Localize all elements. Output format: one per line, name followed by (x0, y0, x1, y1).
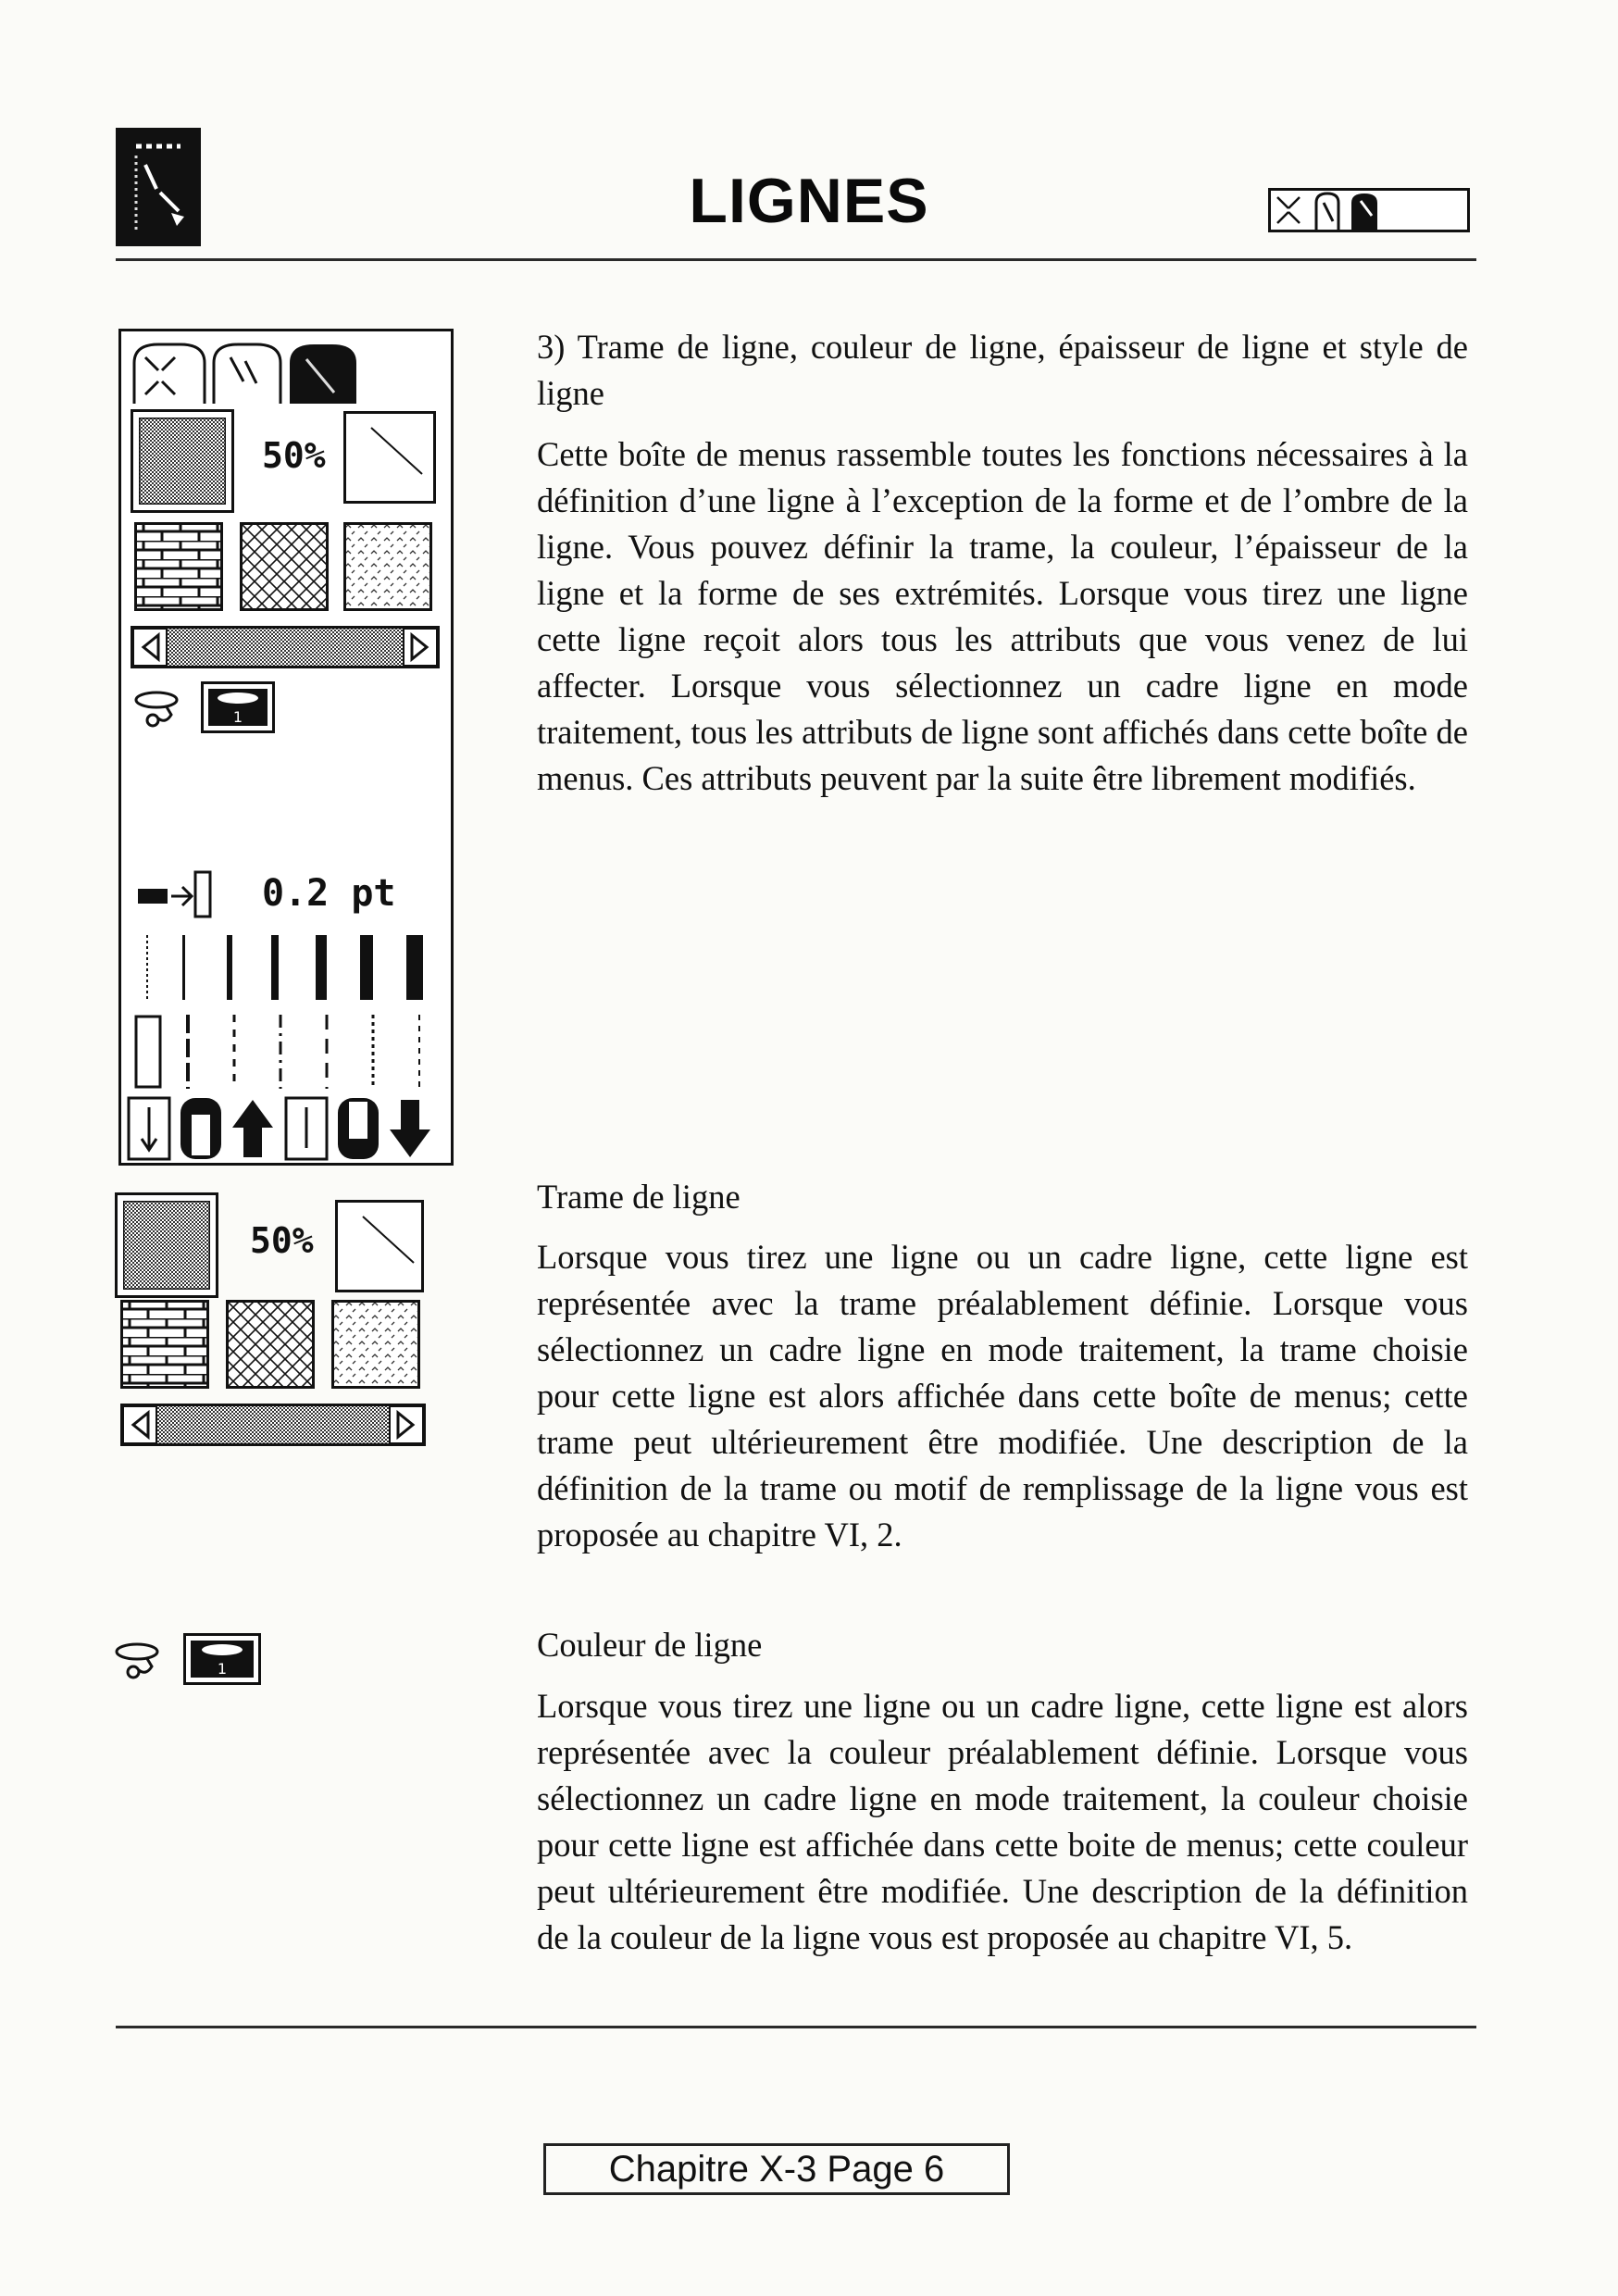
pattern-palette-detail (113, 1192, 428, 1461)
page-footer: Chapitre X-3 Page 6 (543, 2143, 1010, 2195)
crosshatch-pattern-icon-detail[interactable] (226, 1300, 315, 1389)
line-width-number: 0.2 (262, 872, 330, 915)
spark-pattern-icon[interactable] (343, 522, 432, 611)
pattern-scrollbar[interactable] (131, 626, 440, 668)
line-width-unit: pt (351, 872, 396, 915)
page-title: LIGNES (689, 166, 929, 236)
crosshatch-pattern-icon[interactable] (240, 522, 329, 611)
intro-paragraph: Cette boîte de menus rassemble toutes les fonctions nécessaires à la définition d’une ligne à l’exception de la forme et de l’ombre de la ligne. Vous pouvez définir la trame, la couleur, l’épaisseur de la ligne et la forme de ses extrémités. Lorsque vous tirez une ligne cette ligne reçoit alors tous les attributs que vous venez de lui affecter. Lorsque vous sélectionnez un cadre ligne en mode traitement, tous les attributs de ligne sont affichés dans cette boîte de menus. Ces attributs peuvent par la suite être librement modifiés. (537, 435, 1468, 797)
color-bucket-button-detail[interactable] (183, 1633, 261, 1685)
brick-pattern-icon[interactable] (134, 522, 223, 611)
spark-pattern-icon-detail[interactable] (331, 1300, 420, 1389)
trame-paragraph: Lorsque vous tirez une ligne ou un cadre ligne, cette ligne est représentée avec la trame préalablement définie. Lorsque vous sélectionnez un cadre ligne en mode traitement, la trame choisie pour cette ligne est alors affichée dans cette boîte de menus; cette trame peut ultérieurement être modifiée. Une description de la définition de la trame ou motif de remplissage de la ligne vous est proposée au chapitre VI, 2. (537, 1238, 1468, 1554)
line-color-swatch[interactable] (343, 411, 436, 504)
line-width-options[interactable] (142, 935, 438, 1000)
line-color-swatch-detail[interactable] (335, 1200, 424, 1292)
paint-pot-icon-detail[interactable] (115, 1639, 167, 1683)
header-rule (116, 258, 1476, 261)
pattern-scrollbar-detail[interactable] (120, 1404, 426, 1446)
footer-rule (116, 2026, 1476, 2028)
section-heading-main: 3) Trame de ligne, couleur de ligne, épaisseur de ligne et style de ligne (537, 328, 1468, 412)
header-tool-icons (1268, 188, 1470, 232)
line-attributes-palette (118, 329, 454, 1166)
paint-pot-icon[interactable] (134, 687, 186, 731)
line-pattern-swatch-detail[interactable] (115, 1192, 218, 1298)
line-pattern-swatch[interactable] (131, 409, 234, 513)
brick-pattern-icon-detail[interactable] (120, 1300, 209, 1389)
line-style-options[interactable] (134, 1015, 440, 1089)
couleur-paragraph: Lorsque vous tirez une ligne ou un cadre ligne, cette ligne est alors représentée avec la couleur préalablement définie. Lorsque vous sélectionnez un cadre ligne en mode traitement, la couleur choisie pour cette ligne est affichée dans cette boite de menus; cette couleur peut ultérieurement être modifiée. Une description de la définition de la couleur de la ligne vous est proposée au chapitre VI, 5. (537, 1687, 1468, 1956)
palette-tool-icons (131, 339, 371, 406)
line-width-value[interactable] (262, 872, 396, 915)
svg-text:1: 1 (232, 708, 243, 726)
line-width-icon (134, 868, 214, 920)
percent-label-detail: 50% (250, 1220, 314, 1261)
line-endings-options[interactable] (127, 1096, 451, 1161)
percent-label: 50% (262, 435, 326, 476)
heading-couleur: Couleur de ligne (537, 1626, 763, 1664)
heading-trame: Trame de ligne (537, 1178, 741, 1216)
svg-text:1: 1 (217, 1660, 228, 1678)
color-bucket-button[interactable] (201, 681, 275, 733)
